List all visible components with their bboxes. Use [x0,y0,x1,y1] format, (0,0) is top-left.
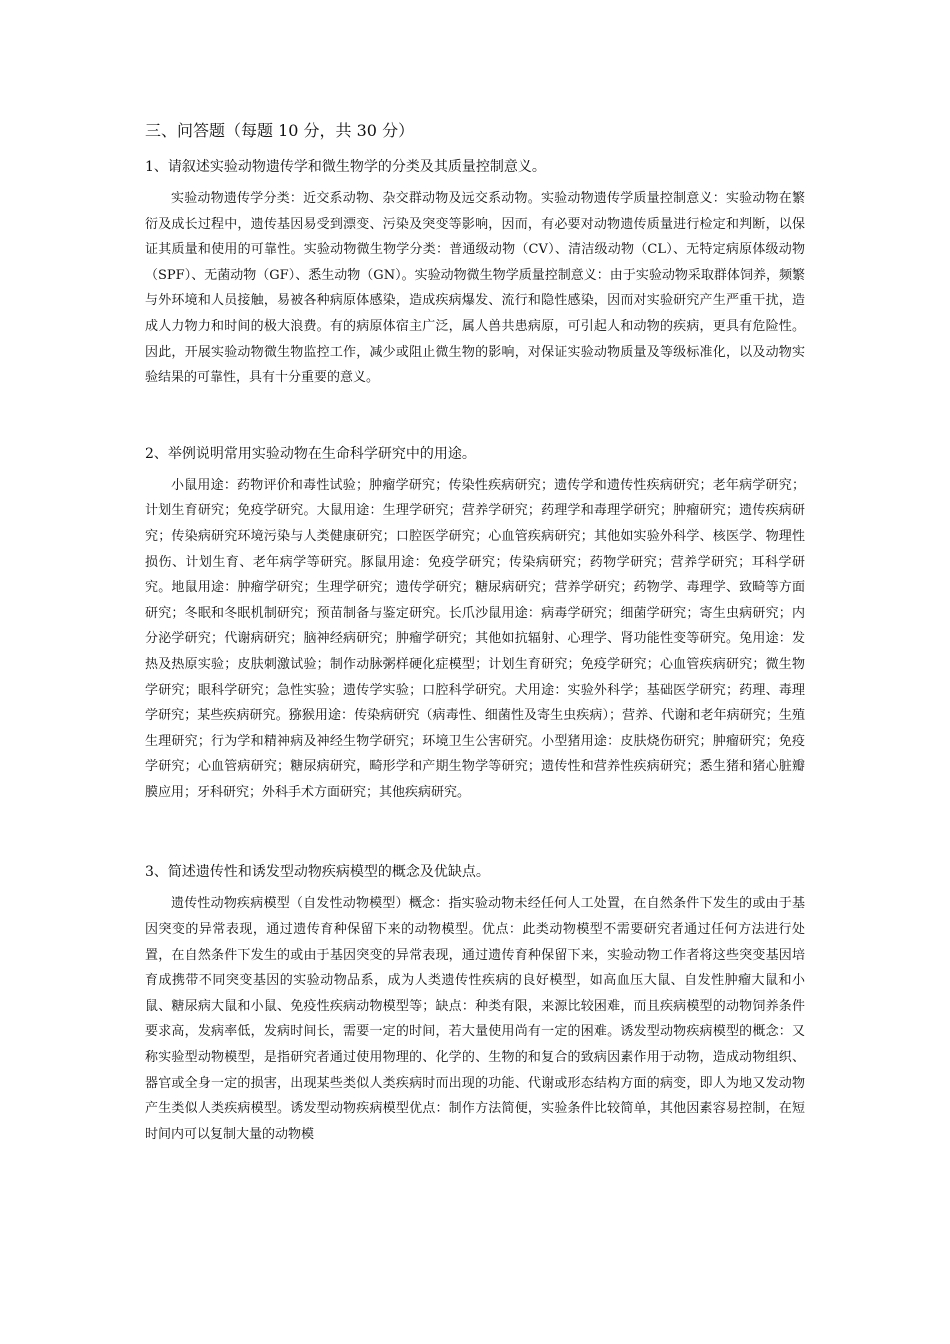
question-block-1 [145,156,805,391]
section-title: 三、问答题（每题 10 分，共 30 分） [145,121,415,140]
question-3: 3、简述遗传性和诱发型动物疾病模型的概念及优缺点。 [145,864,490,881]
answer-3: 遗传性动物疾病模型（自发性动物模型）概念：指实验动物未经任何人工处置，在自然条件下发生的或由于基因突变的异常表现，通过遗传育种保留下来的动物模型。优点：此类动物模型不需要研究者通过任何方法进行处置，在自然条件下发生的或由于基因突变的异常表现，通过遗传育种保留下来，实验动物工作者将这些突变基因培育成携带不同突变基因的实验动物品系，成为人类遗传性疾病的良好模型，如高血压大鼠、自发性肿瘤大鼠和小鼠、糖尿病大鼠和小鼠、免疫性疾病动物模型等；缺点：种类有限，来源比较困难，而且疾病模型的动物饲养条件要求高，发病率低，发病时间长，需要一定的时间，若大量使用尚有一定的困难。诱发型动物疾病模型的概念：又称实验型动物模型，是指研究者通过使用物理的、化学的、生物的和复合的致病因素作用于动物，造成动物组织、器官或全身一定的损害，出现某些类似人类疾病时而出现的功能、代谢或形态结构方面的病变，即人为地又发动物产生类似人类疾病模型。诱发型动物疾病模型优点：制作方法简便，实验条件比较简单，其他因素容易控制，在短时间内可以复制大量的动物模 [145,896,805,1142]
question-block-3 [145,861,805,1147]
question-1: 1、请叙述实验动物遗传学和微生物学的分类及其质量控制意义。 [145,159,546,175]
spacer [145,391,805,443]
question-2: 2、举例说明常用实验动物在生命科学研究中的用途。 [145,445,476,462]
document-content [145,119,805,1147]
spacer [145,805,805,861]
question-block-2 [145,443,805,806]
answer-1: 实验动物遗传学分类：近交系动物、杂交群动物及远交系动物。实验动物遗传学质量控制意义：实验动物在繁衍及成长过程中，遗传基因易受到漂变、污染及突变等影响，因而，有必要对动物遗传质量进行检定和判断，以保证其质量和使用的可靠性。实验动物微生物学分类：普通级动物（CV）、清洁级动物（CL）、无特定病原体级动物（SPF）、无菌动物（GF）、悉生动物（GN）。实验动物微生物学质量控制意义：由于实验动物采取群体饲养，频繁与外环境和人员接触，易被各种病原体感染，造成疾病爆发、流行和隐性感染，因而对实验研究产生严重干扰，造成人力物力和时间的极大浪费。有的病原体宿主广泛，属人兽共患病原，可引起人和动物的疾病，更具有危险性。因此，开展实验动物微生物监控工作，减少或阻止微生物的影响，对保证实验动物质量及等级标准化，以及动物实验结果的可靠性，具有十分重要的意义。 [145,191,805,386]
answer-2: 小鼠用途：药物评价和毒性试验；肿瘤学研究；传染性疾病研究；遗传学和遗传性疾病研究；老年病学研究；计划生育研究；免疫学研究。大鼠用途：生理学研究；营养学研究；药理学和毒理学研究；肿瘤研究；遗传疾病研究；传染病研究环境污染与人类健康研究；口腔医学研究；心血管疾病研究；其他如实验外科学、核医学、物理性损伤、计划生育、老年病学等研究。豚鼠用途：免疫学研究；传染病研究；药物学研究；营养学研究；耳科学研究。地鼠用途：肿瘤学研究；生理学研究；遗传学研究；糖尿病研究；营养学研究；药物学、毒理学、致畸等方面研究；冬眠和冬眠机制研究；预苗制备与鉴定研究。长爪沙鼠用途：病毒学研究；细菌学研究；寄生虫病研究；内分泌学研究；代谢病研究；脑神经病研究；肿瘤学研究；其他如抗辐射、心理学、肾功能性变等研究。兔用途：发热及热原实验；皮肤刺激试验；制作动脉粥样硬化症模型；计划生育研究；免疫学研究；心血管疾病研究；微生物学研究；眼科学研究；急性实验；遗传学实验；口腔科学研究。犬用途：实验外科学；基础医学研究；药理、毒理学研究；某些疾病研究。猕猴用途：传染病研究（病毒性、细菌性及寄生虫疾病）；营养、代谢和老年病研究；生殖生理研究；行为学和精神病及神经生物学研究；环境卫生公害研究。小型猪用途：皮肤烧伤研究；肿瘤研究；免疫学研究；心血管病研究；糖尿病研究，畸形学和产期生物学等研究；遗传性和营养性疾病研究；悉生猪和猪心脏瓣膜应用；牙科研究；外科手术方面研究；其他疾病研究。 [145,477,805,800]
